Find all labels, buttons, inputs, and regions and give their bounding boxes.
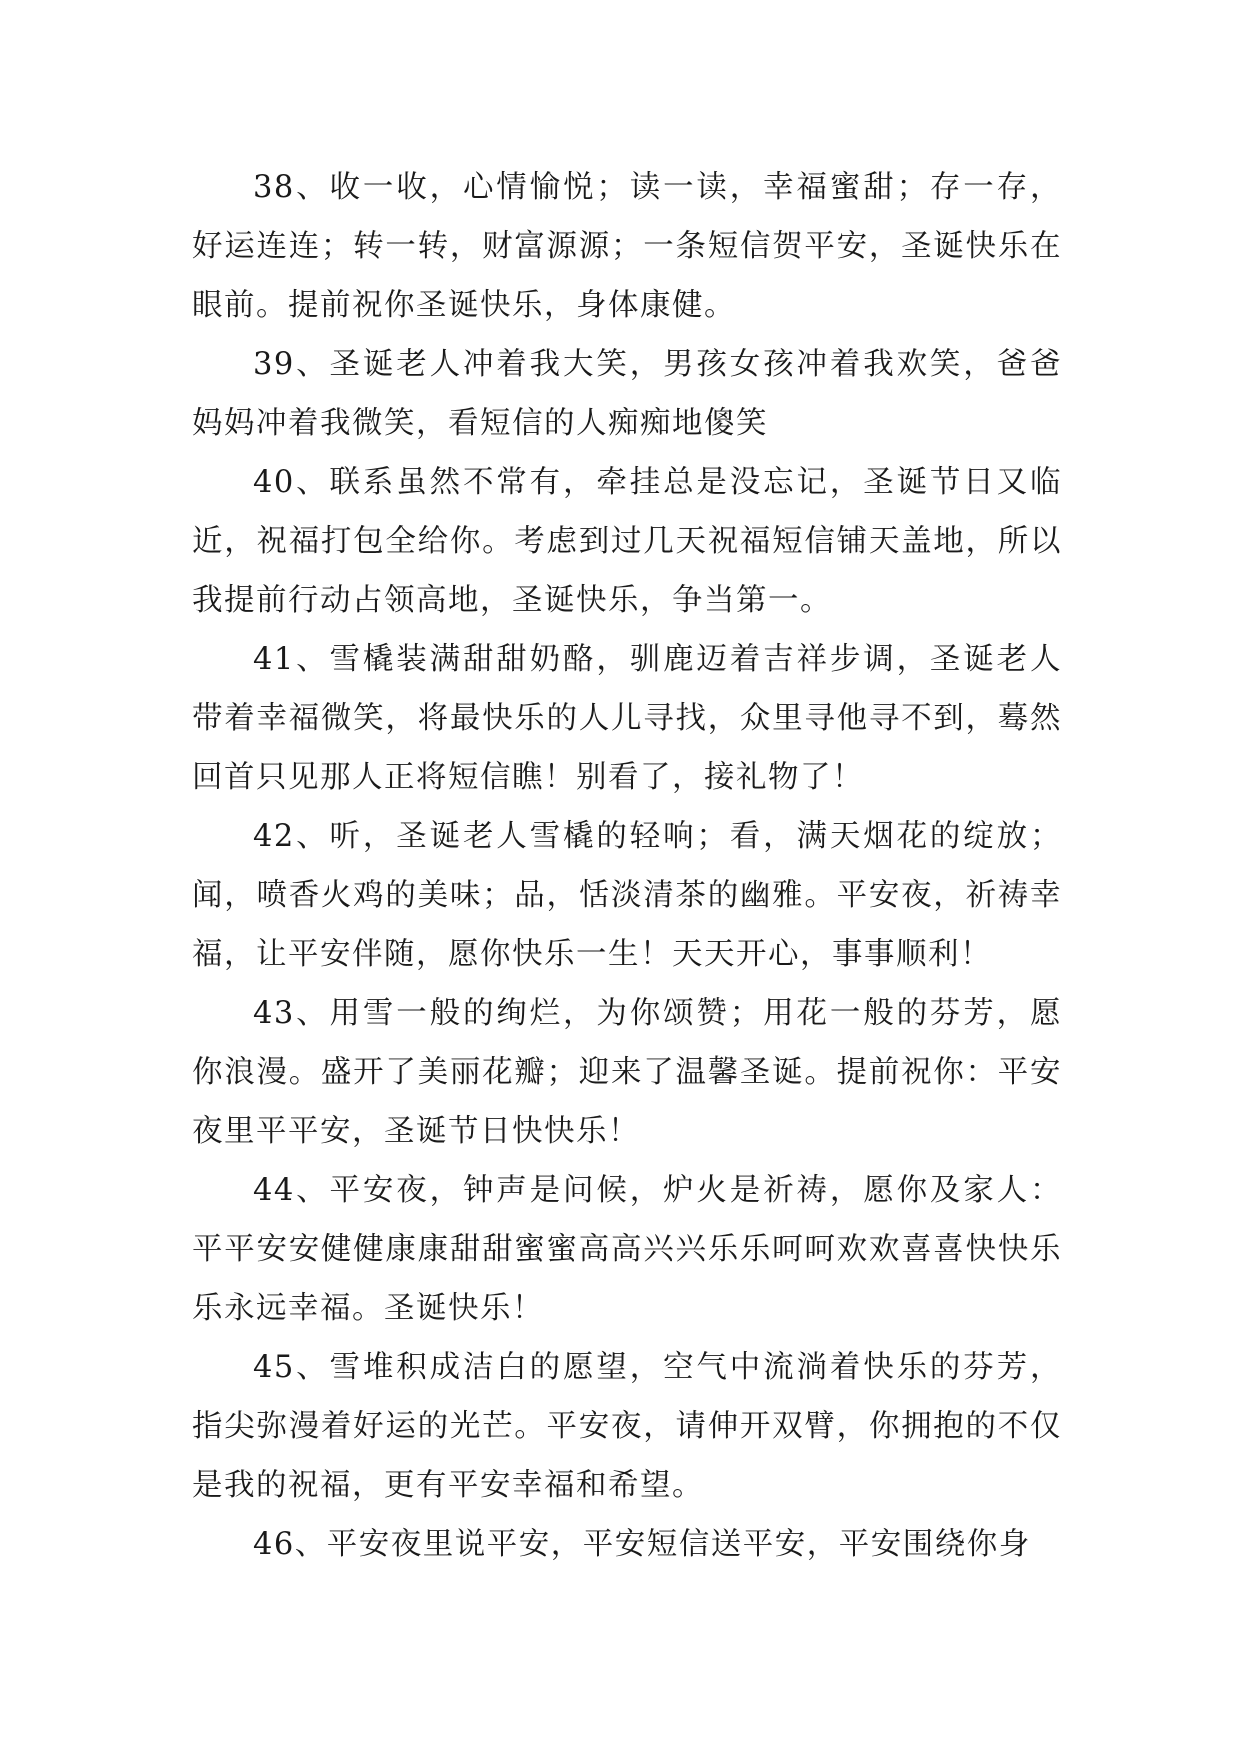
paragraph-46: 46、平安夜里说平安，平安短信送平安，平安围绕你身 <box>253 1527 1031 1562</box>
paragraph-45: 45、雪堆积成洁白的愿望，空气中流淌着快乐的芬芳，指尖弥漫着好运的光芒。平安夜，请伸开双臂，你拥抱的不仅是我的祝福，更有平安幸福和希望。 <box>192 1350 1062 1503</box>
paragraph-41: 41、雪橇装满甜甜奶酪，驯鹿迈着吉祥步调，圣诞老人带着幸福微笑，将最快乐的人儿寻找，众里寻他寻不到，蓦然回首只见那人正将短信瞧！别看了，接礼物了！ <box>192 642 1062 795</box>
paragraph-40: 40、联系虽然不常有，牵挂总是没忘记，圣诞节日又临近，祝福打包全给你。考虑到过几天祝福短信铺天盖地，所以我提前行动占领高地，圣诞快乐，争当第一。 <box>192 465 1062 618</box>
paragraph-43: 43、用雪一般的绚烂，为你颂赞；用花一般的芬芳，愿你浪漫。盛开了美丽花瓣；迎来了温馨圣诞。提前祝你：平安夜里平平安，圣诞节日快快乐！ <box>192 996 1062 1149</box>
paragraph-38: 38、收一收，心情愉悦；读一读，幸福蜜甜；存一存，好运连连；转一转，财富源源；一条短信贺平安，圣诞快乐在眼前。提前祝你圣诞快乐，身体康健。 <box>192 170 1062 323</box>
paragraph-42: 42、听，圣诞老人雪橇的轻响；看，满天烟花的绽放；闻，喷香火鸡的美味；品，恬淡清茶的幽雅。平安夜，祈祷幸福，让平安伴随，愿你快乐一生！天天开心，事事顺利！ <box>192 819 1062 972</box>
document-body <box>192 158 1062 1574</box>
paragraph-44: 44、平安夜，钟声是问候，炉火是祈祷，愿你及家人：平平安安健健康康甜甜蜜蜜高高兴兴乐乐呵呵欢欢喜喜快快乐乐永远幸福。圣诞快乐！ <box>192 1173 1062 1326</box>
paragraph-39: 39、圣诞老人冲着我大笑，男孩女孩冲着我欢笑，爸爸妈妈冲着我微笑，看短信的人痴痴地傻笑 <box>192 347 1062 441</box>
